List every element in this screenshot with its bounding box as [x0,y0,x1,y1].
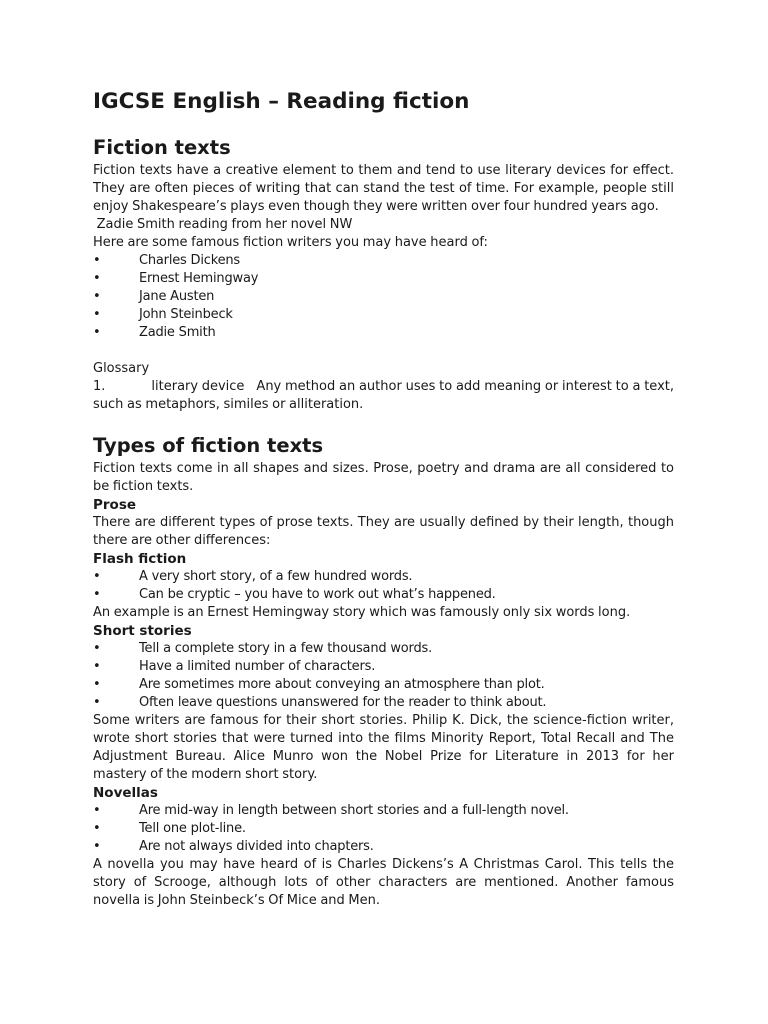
spacer [93,118,674,134]
list-item [93,324,674,342]
list-item-text: Can be cryptic – you have to work out what’s happened. [139,587,496,602]
bullet-icon: • [93,695,101,710]
spacer [93,342,674,360]
document-page [93,86,674,910]
writer-name: Ernest Hemingway [139,271,259,286]
image-caption: Zadie Smith reading from her novel NW [93,217,353,232]
novellas-list [93,802,674,856]
bullet-icon: • [93,307,101,322]
list-item [93,306,674,324]
list-item [93,838,674,856]
list-item-text: Are sometimes more about conveying an atmosphere than plot. [139,677,545,692]
subheading-prose: Prose [93,497,137,513]
document-title: IGCSE English – Reading fiction [93,89,470,114]
prose-paragraph: There are different types of prose texts. They are usually defined by their length, though there are other differences: [93,515,674,548]
short-stories-list [93,640,674,712]
list-item [93,694,674,712]
section-heading-fiction-texts: Fiction texts [93,136,231,159]
bullet-icon: • [93,803,101,818]
short-stories-paragraph: Some writers are famous for their short stories. Philip K. Dick, the science-fiction writer, wrote short stories that were turned into the films Minority Report, Total Recall and The Adjustment Bureau. Alice Munro won the Nobel Prize for Literature in 2013 for her mastery of the modern short story. [93,713,674,782]
writer-name: Zadie Smith [139,325,216,340]
list-item [93,658,674,676]
list-item [93,270,674,288]
subheading-short-stories: Short stories [93,623,192,639]
glossary-heading: Glossary [93,361,150,376]
bullet-icon: • [93,569,101,584]
list-item [93,676,674,694]
list-item [93,252,674,270]
bullet-icon: • [93,289,101,304]
bullet-icon: • [93,271,101,286]
list-item-text: Tell one plot-line. [139,821,246,836]
writers-intro: Here are some famous fiction writers you may have heard of: [93,235,488,250]
types-intro-paragraph: Fiction texts come in all shapes and sizes. Prose, poetry and drama are all considered to be fiction texts. [93,461,674,494]
bullet-icon: • [93,253,101,268]
list-item-text: A very short story, of a few hundred words. [139,569,413,584]
subheading-flash-fiction: Flash fiction [93,551,187,567]
bullet-icon: • [93,659,101,674]
glossary-term: literary device [151,379,245,394]
bullet-icon: • [93,677,101,692]
list-item [93,802,674,820]
writer-name: Charles Dickens [139,253,240,268]
list-item-text: Are not always divided into chapters. [139,839,374,854]
list-item-text: Often leave questions unanswered for the reader to think about. [139,695,547,710]
flash-fiction-example: An example is an Ernest Hemingway story which was famously only six words long. [93,605,631,620]
bullet-icon: • [93,587,101,602]
novellas-paragraph: A novella you may have heard of is Charles Dickens’s A Christmas Carol. This tells the story of Scrooge, although lots of other characters are mentioned. Another famous novella is John Steinbeck’s Of Mice and Men. [93,857,674,908]
bullet-icon: • [93,821,101,836]
list-item [93,288,674,306]
list-item-text: Are mid-way in length between short stories and a full-length novel. [139,803,569,818]
list-item-text: Tell a complete story in a few thousand words. [139,641,433,656]
list-item [93,568,674,586]
list-item [93,640,674,658]
writer-name: Jane Austen [139,289,215,304]
glossary-number: 1. [93,379,106,394]
fiction-intro-paragraph: Fiction texts have a creative element to them and tend to use literary devices for effect. They are often pieces of writing that can stand the test of time. For example, people still enjoy Shakespeare’s plays even though they were written over four hundred years ago. [93,163,674,214]
glossary-definition: Any method an author uses to add meaning or interest to a text, such as metaphors, similes or alliteration. [93,379,674,412]
flash-fiction-list [93,568,674,604]
section-heading-types: Types of fiction texts [93,434,324,457]
glossary-entry [93,378,674,414]
list-item [93,820,674,838]
list-item-text: Have a limited number of characters. [139,659,376,674]
writers-list [93,252,674,342]
writer-name: John Steinbeck [139,307,233,322]
bullet-icon: • [93,325,101,340]
spacer [93,414,674,432]
bullet-icon: • [93,839,101,854]
bullet-icon: • [93,641,101,656]
subheading-novellas: Novellas [93,785,158,801]
list-item [93,586,674,604]
